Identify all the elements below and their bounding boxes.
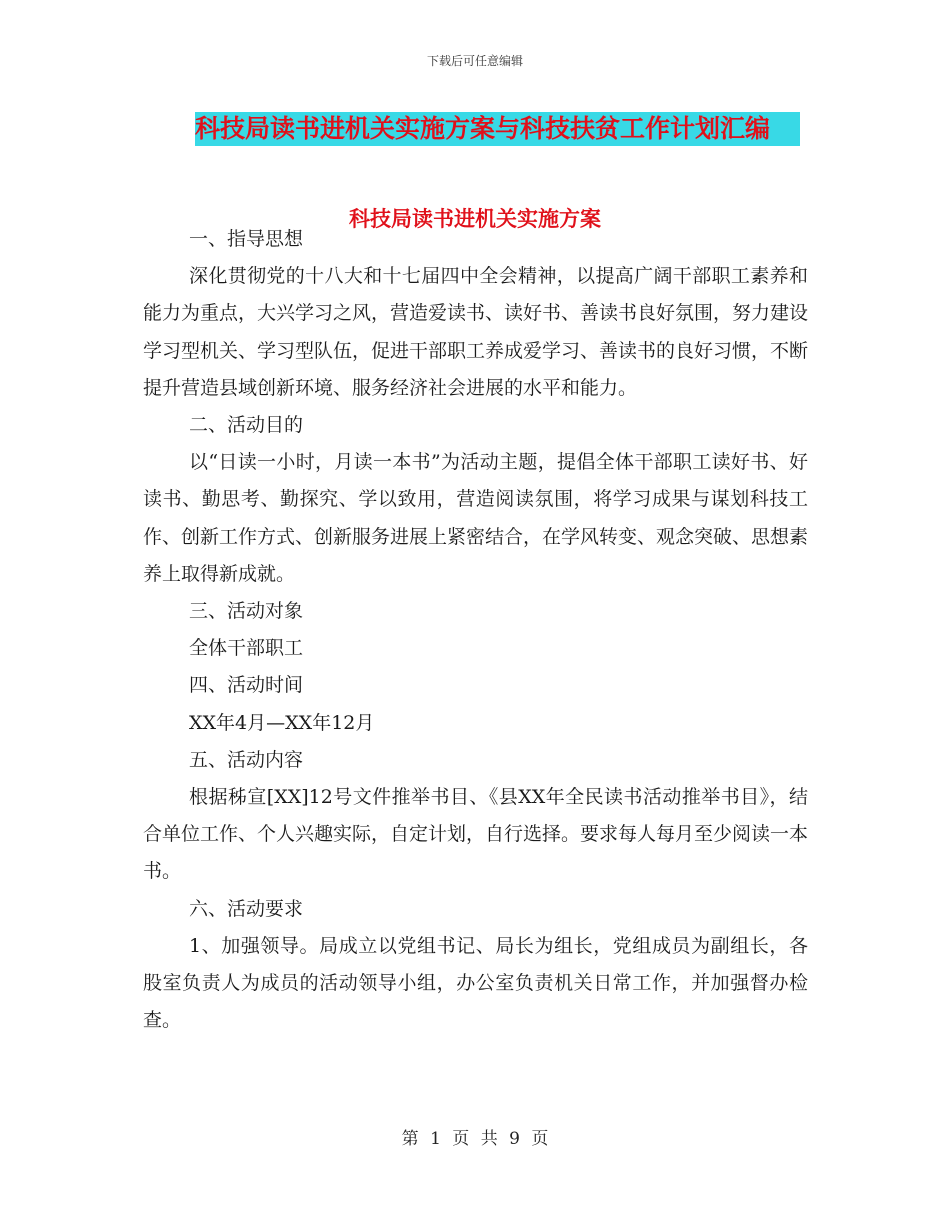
section-heading-purpose: 二、活动目的 — [189, 414, 304, 437]
section-heading-guiding-thought: 一、指导思想 — [189, 228, 304, 250]
page-header-note: 下载后可任意编辑 — [426, 54, 523, 68]
section-text-requirements: 1、加强领导。局成立以党组书记、局长为组长，党组成员为副组长，各股室负责人为成员的活动领导小组，办公室负责机关日常工作，并加强督办检查。 — [143, 934, 808, 1032]
section-title: 科技局读书进机关实施方案 — [349, 206, 601, 231]
section-text-participants: 全体干部职工 — [189, 637, 304, 660]
section-text-content: 根据秭宣[XX]12号文件推举书目、《县XX年全民读书活动推举书目》，结合单位工作、个人兴趣实际，自定计划，自行选择。要求每人每月至少阅读一本书。 — [143, 786, 809, 883]
section-heading-content: 五、活动内容 — [189, 748, 304, 771]
section-text-purpose: 以“日读一小时，月读一本书”为活动主题，提倡全体干部职工读好书、好读书、勤思考、勤探究、学以致用，营造阅读氛围，将学习成果与谋划科技工作、创新工作方式、创新服务进展上紧密结合，在学风转变、观念突破、思想素养上取得新成就。 — [143, 451, 809, 585]
section-text-time: XX年4月—XX年12月 — [189, 711, 375, 734]
section-heading-requirements: 六、活动要求 — [189, 897, 304, 920]
section-text-guiding-thought: 深化贯彻党的十八大和十七届四中全会精神，以提高广阔干部职工素养和能力为重点，大兴学习之风，营造爱读书、读好书、善读书良好氛围，努力建设学习型机关、学习型队伍，促进干部职工养成爱学习、善读书的良好习惯，不断提升营造县域创新环境、服务经济社会进展的水平和能力。 — [143, 265, 809, 399]
page-number-footer: 第 1 页 共 9 页 — [401, 1129, 549, 1149]
document-body — [143, 218, 808, 1039]
section-heading-participants: 三、活动对象 — [189, 600, 304, 623]
document-main-title: 科技局读书进机关实施方案与科技扶贫工作计划汇编 — [195, 112, 800, 146]
section-heading-time: 四、活动时间 — [189, 674, 304, 697]
